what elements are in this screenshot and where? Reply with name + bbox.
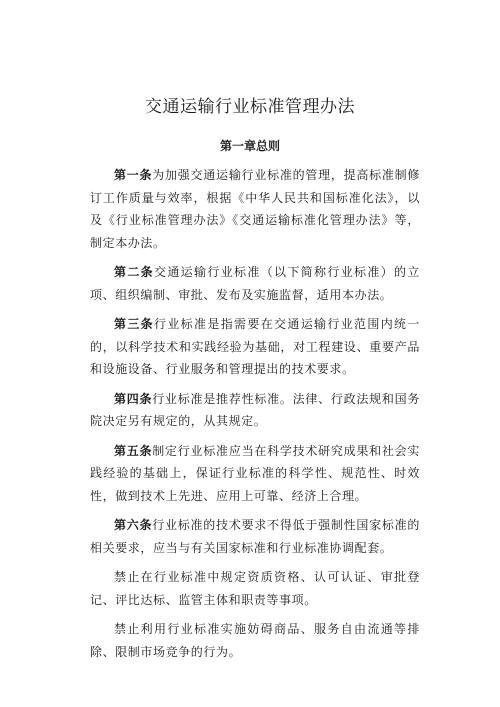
article-text: 为加强交通运输行业标准的管理，提高标准制修订工作质量与效率，根据《中华人民共和国标准化法》，以及《行业标准管理办法》《交通运输标准化管理办法》等，制定本办法。 [90, 168, 420, 250]
article-label: 第三条 [114, 317, 155, 331]
article-6 [90, 514, 420, 559]
paragraph-text: 禁止在行业标准中规定资质资格、认可认证、审批登记、评比达标、监管主体和职责等事项。 [90, 570, 420, 607]
article-2 [90, 261, 420, 306]
article-1 [90, 164, 420, 254]
article-label: 第四条 [114, 391, 153, 406]
article-text: 交通运输行业标准（以下简称行业标准）的立项、组织编制、审批、发布及实施监督，适用本办法。 [90, 265, 420, 302]
document-title: 交通运输行业标准管理办法 [145, 97, 355, 117]
article-label: 第二条 [114, 265, 155, 279]
paragraph-prohibition-1 [90, 566, 420, 611]
article-label: 第一条 [114, 168, 153, 182]
article-text: 行业标准是指需要在交通运输行业范围内统一的，以科学技术和实践经验为基础，对工程建设、重要产品和设施设备、行业服务和管理提出的技术要求。 [90, 317, 420, 376]
document-body [90, 164, 420, 670]
paragraph-prohibition-2 [90, 618, 420, 663]
article-text: 制定行业标准应当在科学技术研究成果和社会实践经验的基础上，保证行业标准的科学性、规范性、时效性，做到技术上先进、应用上可靠、经济上合理。 [90, 443, 420, 503]
chapter-heading: 第一章总则 [219, 139, 280, 153]
article-text: 行业标准的技术要求不得低于强制性国家标准的相关要求，应当与有关国家标准和行业标准协调配套。 [90, 518, 420, 555]
article-4 [90, 388, 420, 433]
article-5 [90, 440, 420, 508]
paragraph-text: 禁止利用行业标准实施妨碍商品、服务自由流通等排除、限制市场竞争的行为。 [90, 622, 420, 659]
article-3 [90, 313, 420, 381]
article-label: 第六条 [114, 518, 153, 532]
article-label: 第五条 [114, 443, 153, 458]
article-text: 行业标准是推荐性标准。法律、行政法规和国务院决定另有规定的，从其规定。 [90, 391, 420, 428]
